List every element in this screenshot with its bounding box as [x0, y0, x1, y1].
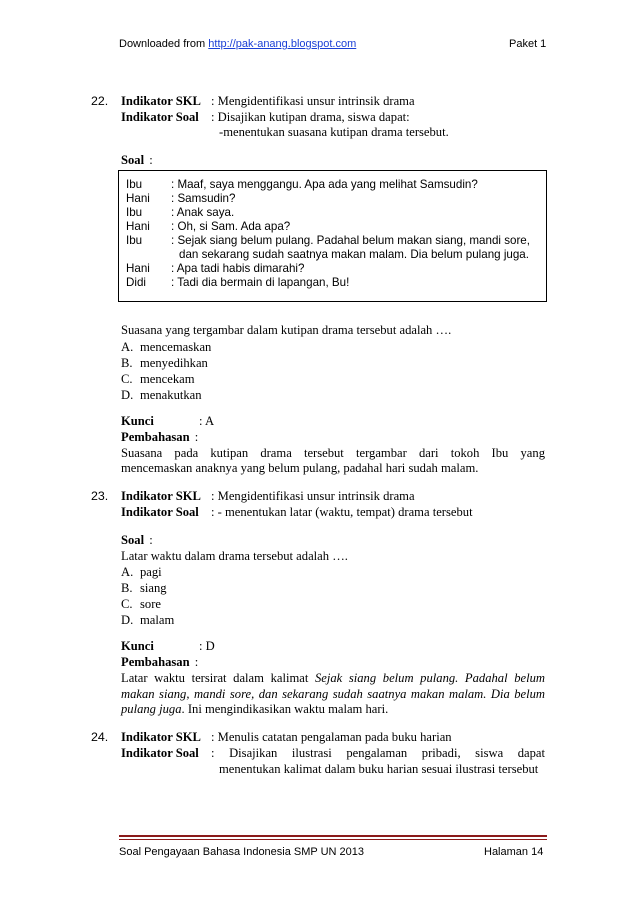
footer-page-number: Halaman 14 — [484, 846, 544, 858]
option-c: C. mencekam — [121, 372, 195, 386]
indikator-soal-text: : Disajikan ilustrasi pengalaman pribadi, siswa dapat — [211, 746, 545, 760]
option-a: A. pagi — [121, 565, 162, 579]
question-number-23: 23. — [91, 489, 109, 503]
pembahasan-text: Latar waktu tersirat dalam kalimat Sejak siang belum pulang. Padahal belum — [121, 671, 546, 685]
soal-heading: Soal — [121, 153, 145, 167]
pembahasan-text: mencemaskan anaknya yang belum pulang, padahal hari sudah malam. — [121, 461, 479, 475]
kunci-value: : D — [199, 639, 215, 653]
pembahasan-text: pulang juga. Ini mengindikasikan waktu malam hari. — [121, 702, 389, 716]
header-prefix: Downloaded from — [119, 38, 209, 50]
indikator-skl-text: : Menulis catatan pengalaman pada buku harian — [211, 730, 452, 744]
indikator-soal-text-2: -menentukan suasana kutipan drama tersebut. — [219, 125, 449, 139]
indikator-skl-label: Indikator SKL — [121, 489, 201, 503]
option-b: B. siang — [121, 581, 167, 595]
footer-rule — [119, 835, 547, 837]
kunci-label: Kunci — [121, 414, 154, 428]
indikator-soal-label: Indikator Soal — [121, 110, 199, 124]
soal-heading: Soal — [121, 533, 145, 547]
footer-title: Soal Pengayaan Bahasa Indonesia SMP UN 2013 — [119, 846, 365, 858]
indikator-skl-label: Indikator SKL — [121, 94, 201, 108]
question-number-24: 24. — [91, 730, 109, 744]
option-d: D. malam — [121, 613, 175, 627]
dialogue-box: Ibu : Maaf, saya menggangu. Apa ada yang melihat Samsudin? Hani : Samsudin? Ibu : Anak saya. Hani : Oh, si Sam. Ada apa? Ibu : Sejak siang belum pulang. Padahal belum makan siang, mandi sore, dan sekarang sudah saatnya makan malam. Dia belum pulang juga. Hani : Apa tadi habis dimarahi? Didi : Tadi dia bermain di lapangan, Bu! — [118, 170, 547, 302]
pembahasan-label: Pembahasan — [121, 655, 190, 669]
indikator-soal-label: Indikator Soal — [121, 746, 199, 760]
option-b: B. menyedihkan — [121, 356, 208, 370]
pembahasan-text: makan siang, mandi sore, dan sekarang sudah saatnya makan malam. Dia belum — [121, 687, 545, 701]
indikator-soal-text-2: menentukan kalimat dalam buku harian sesuai ilustrasi tersebut — [219, 762, 539, 776]
kunci-label: Kunci — [121, 639, 154, 653]
header-source — [119, 38, 356, 50]
indikator-soal-text: : - menentukan latar (waktu, tempat) drama tersebut — [211, 505, 473, 519]
indikator-soal-label: Indikator Soal — [121, 505, 199, 519]
footer-rule — [119, 839, 547, 840]
option-c: C. sore — [121, 597, 161, 611]
indikator-skl-label: Indikator SKL — [121, 730, 201, 744]
question-stem-22: Suasana yang tergambar dalam kutipan drama tersebut adalah …. — [121, 323, 452, 337]
header-paket: Paket 1 — [509, 38, 547, 50]
question-number-22: 22. — [91, 94, 109, 108]
question-stem-23: Latar waktu dalam drama tersebut adalah …. — [121, 549, 348, 563]
pembahasan-text: Suasana pada kutipan drama tersebut tergambar dari tokoh Ibu yang — [121, 446, 545, 460]
option-d: D. menakutkan — [121, 388, 202, 402]
indikator-soal-text: : Disajikan kutipan drama, siswa dapat: — [211, 110, 410, 124]
kunci-value: : A — [199, 414, 215, 428]
source-link[interactable]: http://pak-anang.blogspot.com — [208, 38, 357, 50]
indikator-skl-text: : Mengidentifikasi unsur intrinsik drama — [211, 94, 415, 108]
pembahasan-label: Pembahasan — [121, 430, 190, 444]
option-a: A. mencemaskan — [121, 340, 212, 354]
indikator-skl-text: : Mengidentifikasi unsur intrinsik drama — [211, 489, 415, 503]
